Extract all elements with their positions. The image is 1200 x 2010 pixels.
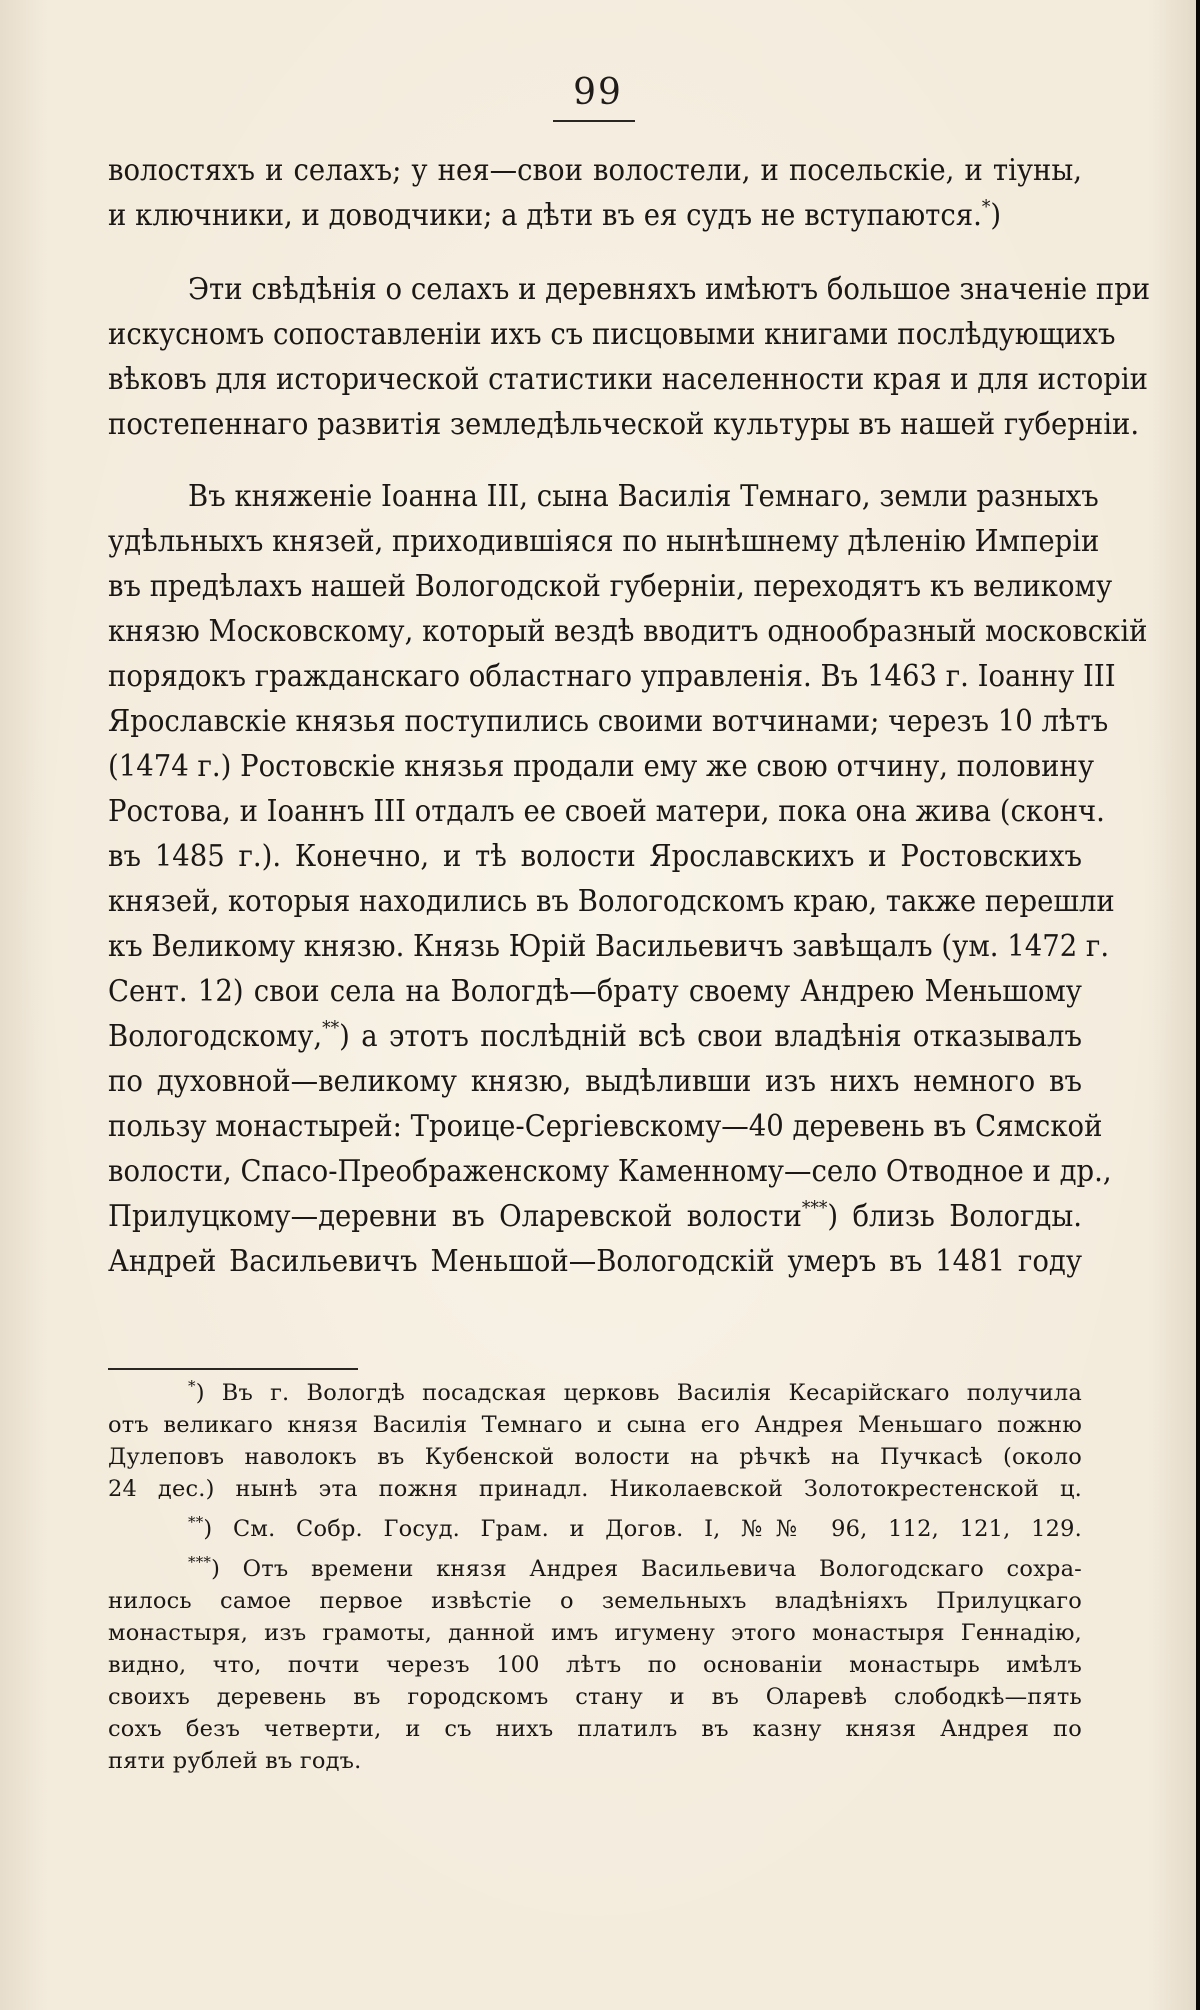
page-number-rule (553, 120, 635, 122)
footnote-line: своихъ деревень въ городскомъ стану и въ Оларевѣ слободкѣ—пять (108, 1684, 1082, 1710)
footnote-line: Дулеповъ наволокъ въ Кубенской волости на рѣчкѣ на Пучкасѣ (около (108, 1444, 1082, 1470)
footnote-line: нилось самое первое извѣстіе о земельныхъ владѣніяхъ Прилуцкаго (108, 1588, 1082, 1614)
footnote-line: монастыря, изъ грамоты, данной имъ игумену этого монастыря Геннадію, (108, 1620, 1082, 1646)
text-line: порядокъ гражданскаго областнаго управленія. Въ 1463 г. Іоанну III (108, 658, 1116, 694)
footnote-line: 24 дес.) нынѣ эта пожня принадл. Николаевской Золотокрестенской ц. (108, 1476, 1082, 1502)
text-line: удѣльныхъ князей, приходившіяся по нынѣшнему дѣленію Имперіи (108, 523, 1100, 559)
footnote-ref: *** (801, 1197, 828, 1220)
footnote-ref: * (981, 196, 991, 219)
text-line: князей, которыя находились въ Вологодскомъ краю, также перешли (108, 883, 1115, 919)
text-line: Ростова, и Іоаннъ III отдалъ ее своей матери, пока она жива (сконч. (108, 793, 1105, 829)
page-number: 99 (573, 72, 623, 113)
text-line: и ключники, и доводчики; а дѣти въ ея судъ не вступаются.*) (108, 196, 1002, 233)
text-line: волости, Спасо-Преображенскому Каменному—село Отводное и др., (108, 1153, 1112, 1189)
footnote-mark: ** (188, 1513, 204, 1531)
text-line: постепеннаго развитія земледѣльческой культуры въ нашей губерніи. (108, 406, 1140, 442)
footnote-line: отъ великаго князя Василія Темнаго и сына его Андрея Меньшаго пожню (108, 1412, 1082, 1438)
footnote-line: ***) Отъ времени князя Андрея Васильевича Вологодскаго сохра- (188, 1553, 1082, 1582)
footnote-line: сохъ безъ четверти, и съ нихъ платилъ въ казну князя Андрея по (108, 1716, 1082, 1742)
text-line: Андрей Васильевичъ Меньшой—Вологодскій умеръ въ 1481 году (108, 1243, 1082, 1279)
text-line: Въ княженіе Іоанна III, сына Василія Темнаго, земли разныхъ (188, 478, 1099, 514)
footnote-rule (108, 1368, 358, 1370)
footnote-mark: *** (188, 1553, 212, 1571)
footnote-line: *) Въ г. Вологдѣ посадская церковь Василія Кесарійскаго получила (188, 1377, 1082, 1406)
footnote-gap (108, 1505, 1082, 1513)
text-line: волостяхъ и селахъ; у нея—свои волостели, и посельскіе, и тіуны, (108, 152, 1082, 188)
text-line: Прилуцкому—деревни въ Оларевской волости***) близь Вологды. (108, 1197, 1082, 1234)
text-line: искусномъ сопоставленіи ихъ съ писцовыми книгами послѣдующихъ (108, 316, 1116, 352)
footnote-ref: ** (322, 1017, 340, 1040)
text-line: Эти свѣдѣнія о селахъ и деревняхъ имѣютъ большое значеніе при (188, 271, 1151, 307)
text-line: (1474 г.) Ростовскіе князья продали ему же свою отчину, половину (108, 748, 1094, 784)
main-text (108, 148, 1151, 1284)
footnotes (108, 1377, 1082, 1777)
paragraph-gap (108, 238, 1082, 267)
text-line: вѣковъ для исторической статистики населенности края и для исторіи (108, 361, 1148, 397)
text-line: Вологодскому,**) а этотъ послѣдній всѣ свои владѣнія отказывалъ (108, 1017, 1082, 1054)
text-line: къ Великому князю. Князь Юрій Васильевичъ завѣщалъ (ум. 1472 г. (108, 928, 1110, 964)
text-line: въ предѣлахъ нашей Вологодской губерніи, переходятъ къ великому (108, 568, 1113, 604)
paragraph-gap (108, 447, 1082, 474)
footnote-line: **) См. Собр. Госуд. Грам. и Догов. I, №№ 96, 112, 121, 129. (188, 1513, 1082, 1542)
footnote-line: видно, что, почти черезъ 100 лѣтъ по основаніи монастырь имѣлъ (108, 1652, 1082, 1678)
text-line: князю Московскому, который вездѣ вводитъ однообразный московскій (108, 613, 1148, 649)
text-line: по духовной—великому князю, выдѣливши изъ нихъ немного въ (108, 1063, 1082, 1099)
text-line: Сент. 12) свои села на Вологдѣ—брату своему Андрею Меньшому (108, 973, 1082, 1009)
text-line: Ярославскіе князья поступились своими вотчинами; черезъ 10 лѣтъ (108, 703, 1109, 739)
footnote-mark: * (188, 1377, 196, 1395)
footnote-gap (108, 1545, 1082, 1553)
text-line: въ 1485 г.). Конечно, и тѣ волости Ярославскихъ и Ростовскихъ (108, 838, 1082, 874)
footnote-line: пяти рублей въ годъ. (108, 1748, 362, 1774)
text-line: пользу монастырей: Троице-Сергіевскому—40 деревень въ Сямской (108, 1108, 1103, 1144)
